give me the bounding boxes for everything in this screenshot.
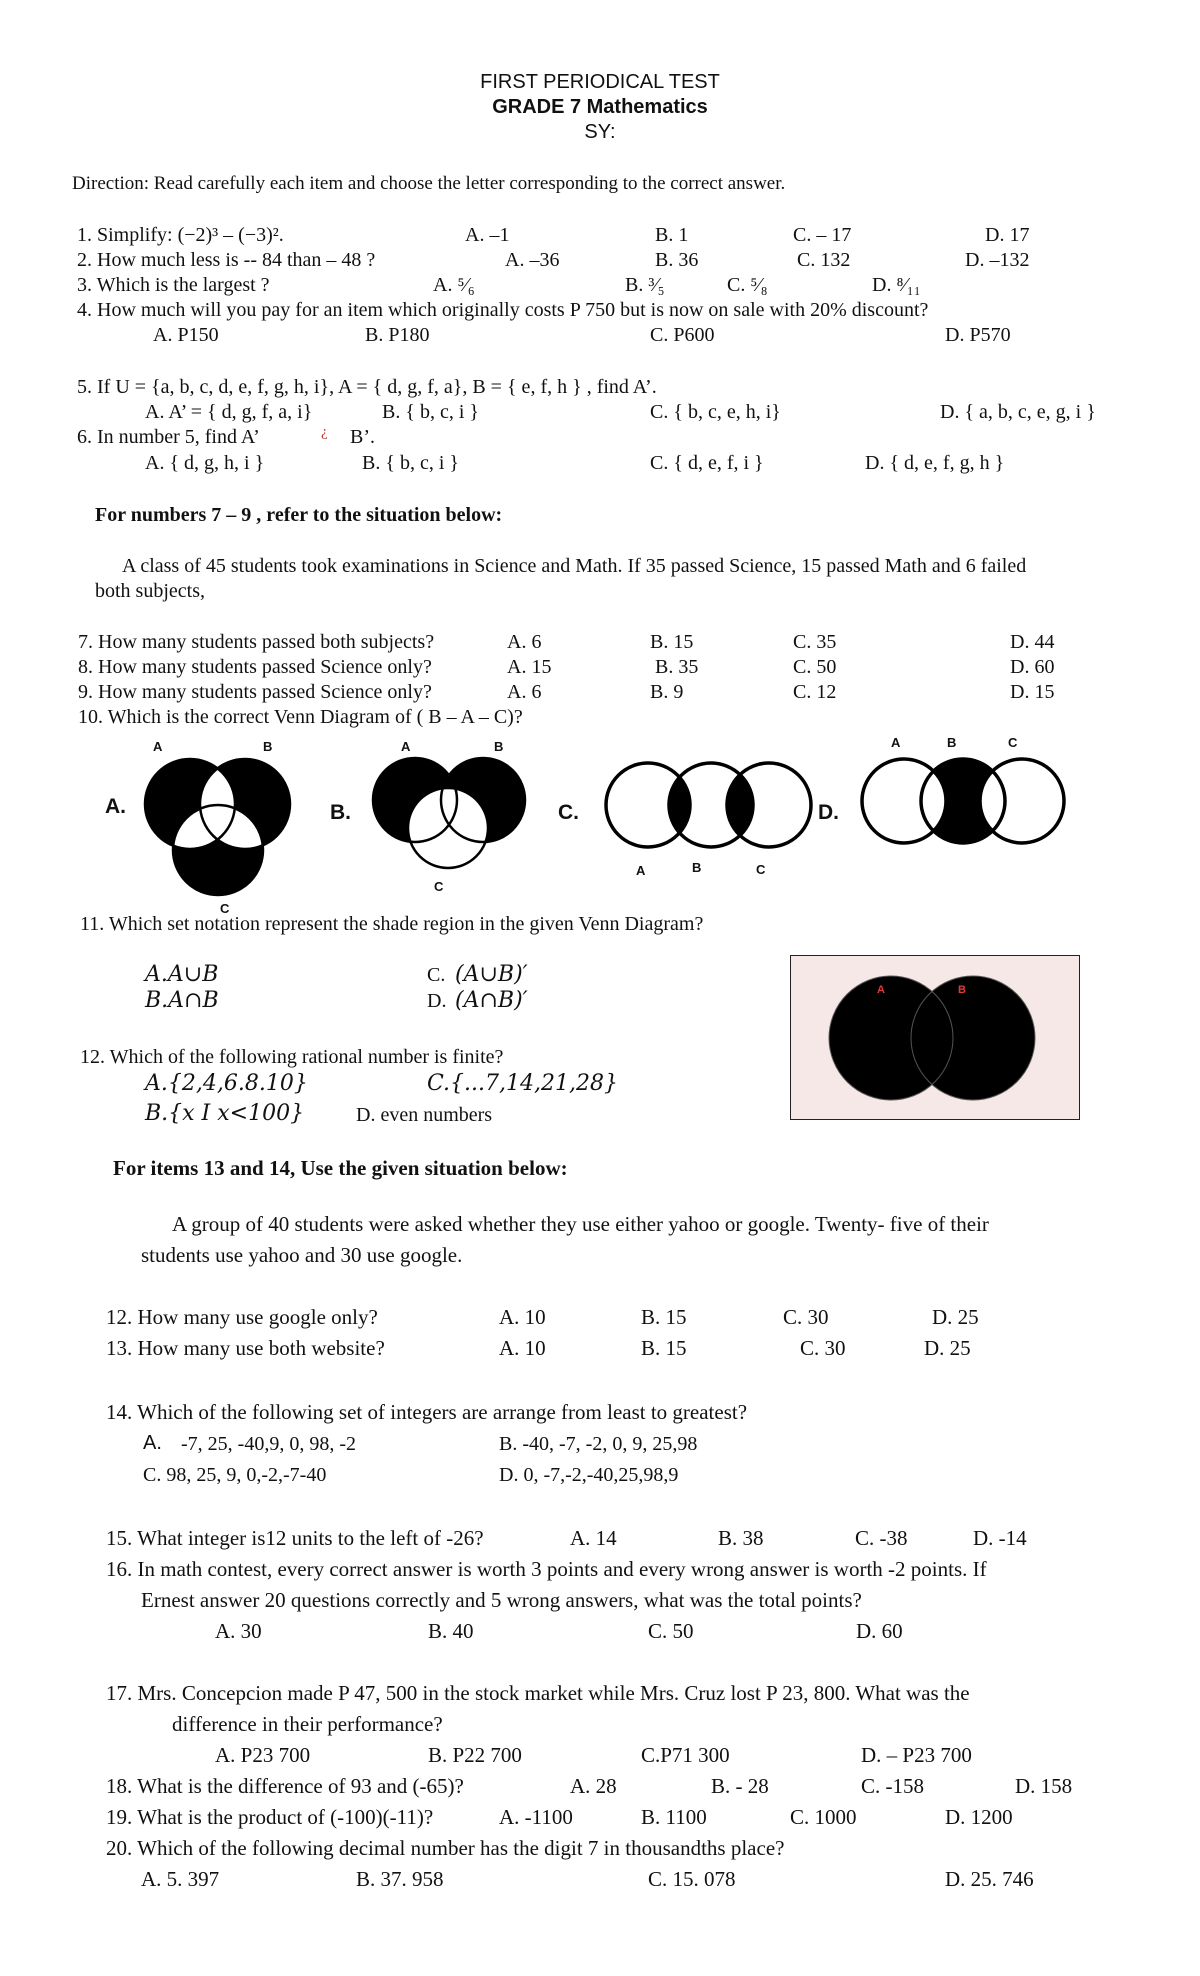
q12b-stem: 12. How many use google only? xyxy=(106,1305,378,1329)
venn-b-label-b: B xyxy=(494,739,504,754)
q14-option-b: B. -40, -7, -2, 0, 9, 25,98 xyxy=(499,1433,698,1455)
q12b-option-d: D. 25 xyxy=(932,1305,979,1329)
venn-b-label-a: A xyxy=(401,739,411,754)
q10-option-c: C. xyxy=(558,801,579,824)
q3-stem: 3. Which is the largest ? xyxy=(77,274,270,296)
direction: Direction: Read carefully each item and choose the letter corresponding to the correct answer. xyxy=(72,173,786,194)
q5-stem: 5. If U = {a, b, c, d, e, f, g, h, i}, A = { d, g, f, a}, B = { e, f, h } , find A’. xyxy=(77,376,657,398)
venn-a-label-b: B xyxy=(263,739,273,754)
q9-option-d: D. 15 xyxy=(1010,681,1055,703)
venn-diagram-option-a xyxy=(140,752,310,904)
situation-13-14-text-line1: A group of 40 students were asked whether they use either yahoo or google. Twenty- five of their xyxy=(172,1212,989,1236)
q11-option-c: (A∪B)′ xyxy=(455,962,528,987)
q18-option-b: B. - 28 xyxy=(711,1774,769,1798)
venn-d-label-c: C xyxy=(1008,735,1018,750)
venn-c-label-a: A xyxy=(636,863,646,878)
q14-option-d: D. 0, -7,-2,-40,25,98,9 xyxy=(499,1464,679,1486)
q18-option-d: D. 158 xyxy=(1015,1774,1073,1798)
venn-diagram-option-d xyxy=(856,754,1070,850)
venn-b-label-c: C xyxy=(434,879,444,894)
test-subject: GRADE 7 Mathematics xyxy=(492,96,708,118)
q11-stem: 11. Which set notation represent the shade region in the given Venn Diagram? xyxy=(80,913,704,935)
q1-option-c: C. – 17 xyxy=(793,224,852,246)
q16-option-a: A. 30 xyxy=(215,1619,262,1643)
q12b-option-c: C. 30 xyxy=(783,1305,829,1329)
q16-stem-line1: 16. In math contest, every correct answer is worth 3 points and every wrong answer is worth -2 points. If xyxy=(106,1557,987,1581)
q15-option-b: B. 38 xyxy=(718,1526,764,1550)
venn-d-label-b: B xyxy=(947,735,957,750)
situation-13-14-heading: For items 13 and 14, Use the given situation below: xyxy=(113,1156,568,1180)
q3-option-a: A. ⁵⁄₆ xyxy=(433,274,475,296)
venn-diagram-option-b xyxy=(368,754,534,872)
venn-c-label-b: B xyxy=(692,860,702,875)
q11-option-d: (A∩B)′ xyxy=(455,988,528,1013)
q19-option-c: C. 1000 xyxy=(790,1805,857,1829)
q10-option-b: B. xyxy=(330,801,351,824)
q6-stem: 6. In number 5, find A’ xyxy=(77,426,260,448)
test-title: FIRST PERIODICAL TEST xyxy=(480,71,720,93)
q11-fig-label-b: B xyxy=(958,984,966,996)
q17-option-c: C.P71 300 xyxy=(641,1743,730,1767)
q10-stem: 10. Which is the correct Venn Diagram of ( B – A – C)? xyxy=(78,706,523,728)
q7-option-a: A. 6 xyxy=(507,631,542,653)
q13-option-c: C. 30 xyxy=(800,1336,846,1360)
q15-option-c: C. -38 xyxy=(855,1526,908,1550)
q6-operator-mark: ¿ xyxy=(321,424,328,440)
q2-option-b: B. 36 xyxy=(655,249,699,271)
q1-option-a: A. –1 xyxy=(465,224,510,246)
q2-stem: 2. How much less is -- 84 than – 48 ? xyxy=(77,249,376,271)
q6-option-b: B. { b, c, i } xyxy=(362,452,459,474)
q8-option-d: D. 60 xyxy=(1010,656,1055,678)
q6-option-c: C. { d, e, f, i } xyxy=(650,452,764,474)
venn-c-label-c: C xyxy=(756,862,766,877)
situation-7-9-heading: For numbers 7 – 9 , refer to the situation below: xyxy=(95,504,503,526)
q8-stem: 8. How many students passed Science only? xyxy=(78,656,432,678)
q4-option-c: C. P600 xyxy=(650,324,715,346)
q12a-option-c: C.{...7,14,21,28} xyxy=(427,1071,618,1096)
q11-option-d-letter: D. xyxy=(427,990,447,1012)
venn-diagram-option-c xyxy=(598,758,820,854)
q3-option-d: D. ⁸⁄₁₁ xyxy=(872,274,921,296)
q4-option-a: A. P150 xyxy=(153,324,219,346)
q17-stem-line1: 17. Mrs. Concepcion made P 47, 500 in the stock market while Mrs. Cruz lost P 23, 800. What was the xyxy=(106,1681,970,1705)
q9-option-a: A. 6 xyxy=(507,681,542,703)
q10-option-a: A. xyxy=(105,795,126,818)
q17-option-b: B. P22 700 xyxy=(428,1743,522,1767)
q9-stem: 9. How many students passed Science only? xyxy=(78,681,432,703)
q8-option-c: C. 50 xyxy=(793,656,837,678)
q3-option-c: C. ⁵⁄₈ xyxy=(727,274,768,296)
q9-option-c: C. 12 xyxy=(793,681,837,703)
q20-option-d: D. 25. 746 xyxy=(945,1867,1034,1891)
q12a-option-d: D. even numbers xyxy=(356,1104,493,1126)
q14-stem: 14. Which of the following set of integers are arrange from least to greatest? xyxy=(106,1400,748,1424)
situation-7-9-text-line2: both subjects, xyxy=(95,580,205,602)
q11-option-a: A.A∪B xyxy=(145,962,219,987)
q16-option-c: C. 50 xyxy=(648,1619,694,1643)
q16-stem-line2: Ernest answer 20 questions correctly and 5 wrong answers, what was the total points? xyxy=(141,1588,862,1612)
q6-option-d: D. { d, e, f, g, h } xyxy=(865,452,1005,474)
q11-venn-figure xyxy=(790,955,1080,1120)
q5-option-a: A. A’ = { d, g, f, a, i} xyxy=(145,401,313,423)
q13-stem: 13. How many use both website? xyxy=(106,1336,385,1360)
q11-venn-diagram xyxy=(811,974,1061,1102)
q20-option-c: C. 15. 078 xyxy=(648,1867,736,1891)
q4-option-d: D. P570 xyxy=(945,324,1011,346)
q6-option-a: A. { d, g, h, i } xyxy=(145,452,265,474)
q7-stem: 7. How many students passed both subjects? xyxy=(78,631,435,653)
q1-option-d: D. 17 xyxy=(985,224,1030,246)
q18-stem: 18. What is the difference of 93 and (-65)? xyxy=(106,1774,464,1798)
venn-a-label-c: C xyxy=(220,901,230,916)
q19-option-a: A. -1100 xyxy=(499,1805,573,1829)
q5-option-d: D. { a, b, c, e, g, i } xyxy=(940,401,1096,423)
q17-option-d: D. – P23 700 xyxy=(861,1743,972,1767)
q11-option-b: B.A∩B xyxy=(145,988,219,1013)
q13-option-b: B. 15 xyxy=(641,1336,687,1360)
q12b-option-b: B. 15 xyxy=(641,1305,687,1329)
q8-option-a: A. 15 xyxy=(507,656,552,678)
q9-option-b: B. 9 xyxy=(650,681,684,703)
q16-option-d: D. 60 xyxy=(856,1619,903,1643)
q2-option-d: D. –132 xyxy=(965,249,1030,271)
q5-option-b: B. { b, c, i } xyxy=(382,401,479,423)
q17-stem-line2: difference in their performance? xyxy=(172,1712,443,1736)
q7-option-c: C. 35 xyxy=(793,631,837,653)
q20-stem: 20. Which of the following decimal number has the digit 7 in thousandths place? xyxy=(106,1836,785,1860)
q8-option-b: B. 35 xyxy=(655,656,699,678)
q18-option-c: C. -158 xyxy=(861,1774,924,1798)
q18-option-a: A. 28 xyxy=(570,1774,617,1798)
q15-option-d: D. -14 xyxy=(973,1526,1027,1550)
q4-option-b: B. P180 xyxy=(365,324,430,346)
q12a-option-a: A.{2,4,6.8.10} xyxy=(145,1071,308,1096)
q13-option-d: D. 25 xyxy=(924,1336,971,1360)
q4-stem: 4. How much will you pay for an item which originally costs P 750 but is now on sale with 20% discount? xyxy=(77,299,929,321)
q1-stem: 1. Simplify: (−2)³ – (−3)². xyxy=(77,224,284,246)
q13-option-a: A. 10 xyxy=(499,1336,546,1360)
situation-7-9-text-line1: A class of 45 students took examinations in Science and Math. If 35 passed Science, 15 passed Math and 6 failed xyxy=(122,555,1027,577)
q19-option-b: B. 1100 xyxy=(641,1805,707,1829)
q14-option-a-letter: A. xyxy=(143,1432,162,1454)
q7-option-d: D. 44 xyxy=(1010,631,1055,653)
q12a-option-b: B.{x I x<100} xyxy=(145,1101,305,1126)
q11-fig-label-a: A xyxy=(877,984,885,996)
q1-option-b: B. 1 xyxy=(655,224,689,246)
q2-option-c: C. 132 xyxy=(797,249,851,271)
q19-option-d: D. 1200 xyxy=(945,1805,1013,1829)
q3-option-b: B. ³⁄₅ xyxy=(625,274,665,296)
q5-option-c: C. { b, c, e, h, i} xyxy=(650,401,781,423)
q20-option-a: A. 5. 397 xyxy=(141,1867,220,1891)
q6-stem-end: B’. xyxy=(350,426,375,448)
q12a-stem: 12. Which of the following rational number is finite? xyxy=(80,1046,504,1068)
q14-option-c: C. 98, 25, 9, 0,-2,-7-40 xyxy=(143,1464,327,1486)
school-year: SY: xyxy=(584,121,616,143)
venn-d-label-a: A xyxy=(891,735,901,750)
q10-option-d: D. xyxy=(818,801,839,824)
q19-stem: 19. What is the product of (-100)(-11)? xyxy=(106,1805,434,1829)
situation-13-14-text-line2: students use yahoo and 30 use google. xyxy=(141,1243,463,1267)
q20-option-b: B. 37. 958 xyxy=(356,1867,444,1891)
venn-a-label-a: A xyxy=(153,739,163,754)
q17-option-a: A. P23 700 xyxy=(215,1743,311,1767)
q11-option-c-letter: C. xyxy=(427,964,446,986)
q2-option-a: A. –36 xyxy=(505,249,560,271)
q12b-option-a: A. 10 xyxy=(499,1305,546,1329)
q16-option-b: B. 40 xyxy=(428,1619,474,1643)
q15-stem: 15. What integer is12 units to the left of -26? xyxy=(106,1526,484,1550)
q7-option-b: B. 15 xyxy=(650,631,694,653)
q14-option-a: -7, 25, -40,9, 0, 98, -2 xyxy=(181,1433,356,1455)
q15-option-a: A. 14 xyxy=(570,1526,617,1550)
